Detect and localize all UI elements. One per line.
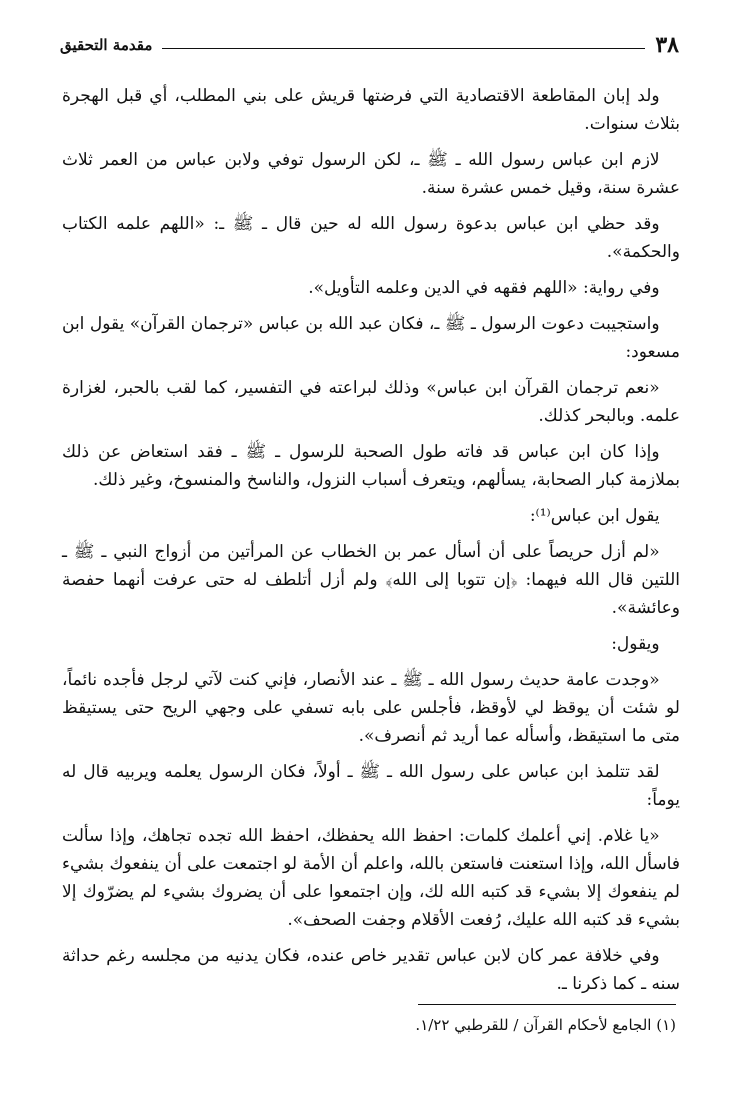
paragraph: لازم ابن عباس رسول الله ـ ﷺ ـ، لكن الرسول توفي ولابن عباس من العمر ثلاث عشرة سنة، وقيل خمس عشرة سنة.	[62, 150, 680, 198]
paragraph: واستجيبت دعوت الرسول ـ ﷺ ـ، فكان عبد الله بن عباس «ترجمان القرآن» يقول ابن مسعود:	[62, 314, 680, 362]
paragraph: وإذا كان ابن عباس قد فاته طول الصحبة للرسول ـ ﷺ ـ فقد استعاض عن ذلك بملازمة كبار الصحابة، يسألهم، ويتعرف أسباب النزول، والناسخ والمنسوخ، وغير ذلك.	[62, 442, 680, 490]
page-header	[60, 32, 679, 58]
running-title: مقدمة التحقيق	[60, 36, 153, 54]
footnote-separator	[418, 1004, 676, 1005]
footnote: (١) الجامع لأحكام القرآن / للقرطبي ١/٢٢.	[415, 1016, 676, 1034]
main-text	[62, 82, 680, 1006]
quote-paragraph: «نعم ترجمان القرآن ابن عباس» وذلك لبراعته في التفسير، كما لقب بالحبر، لغزارة علمه. وبالبحر كذلك.	[62, 378, 680, 426]
paragraph: ويقول:	[611, 634, 660, 654]
paragraph: وقد حظي ابن عباس بدعوة رسول الله له حين قال ـ ﷺ ـ: «اللهم علمه الكتاب والحكمة».	[62, 214, 680, 262]
paragraph: يقول ابن عباس⁽¹⁾:	[529, 506, 660, 526]
paragraph: وفي خلافة عمر كان لابن عباس تقدير خاص عنده، فكان يدنيه من مجلسه رغم حداثة سنه ـ كما ذكرنا ـ.	[62, 946, 680, 994]
quote-paragraph: «وجدت عامة حديث رسول الله ـ ﷺ ـ عند الأنصار، فإني كنت لآتي لرجل فأجده نائماً، لو شئت أن يوقظ لي لأوقظ، فأجلس على بابه تسفي على وجهي الريح حتى يستيقظ متى ما استيقظ، وأسأله عما أريد ثم أنصرف».	[62, 670, 680, 746]
paragraph: وفي رواية: «اللهم فقهه في الدين وعلمه التأويل».	[308, 278, 660, 298]
quote-paragraph: «لم أزل حريصاً على أن أسأل عمر بن الخطاب عن المرأتين من أزواج النبي ـ ﷺ ـ اللتين قال الله فيهما: ﴿إن تتوبا إلى الله﴾ ولم أزل أتلطف له حتى عرفت أنهما حفصة وعائشة».	[62, 542, 680, 618]
page-number: ٣٨	[655, 32, 679, 58]
paragraph: لقد تتلمذ ابن عباس على رسول الله ـ ﷺ ـ أولاً، فكان الرسول يعلمه ويربيه قال له يوماً:	[62, 762, 680, 810]
header-rule	[162, 48, 645, 49]
paragraph: ولد إبان المقاطعة الاقتصادية التي فرضتها قريش على بني المطلب، أي قبل الهجرة بثلاث سنوات.	[62, 86, 680, 134]
quote-paragraph: «يا غلام. إني أعلمك كلمات: احفظ الله يحفظك، احفظ الله تجده تجاهك، وإذا سألت فاسأل الله، وإذا استعنت فاستعن بالله، واعلم أن الأمة لو اجتمعت على أن ينفعوك بشيء لم ينفعوك إلا بشيء قد كتبه الله لك، وإن اجتمعوا على أن يضروك بشيء لم يضرّوك إلا بشيء قد كتبه الله عليك، رُفعت الأقلام وجفت الصحف».	[62, 826, 680, 930]
